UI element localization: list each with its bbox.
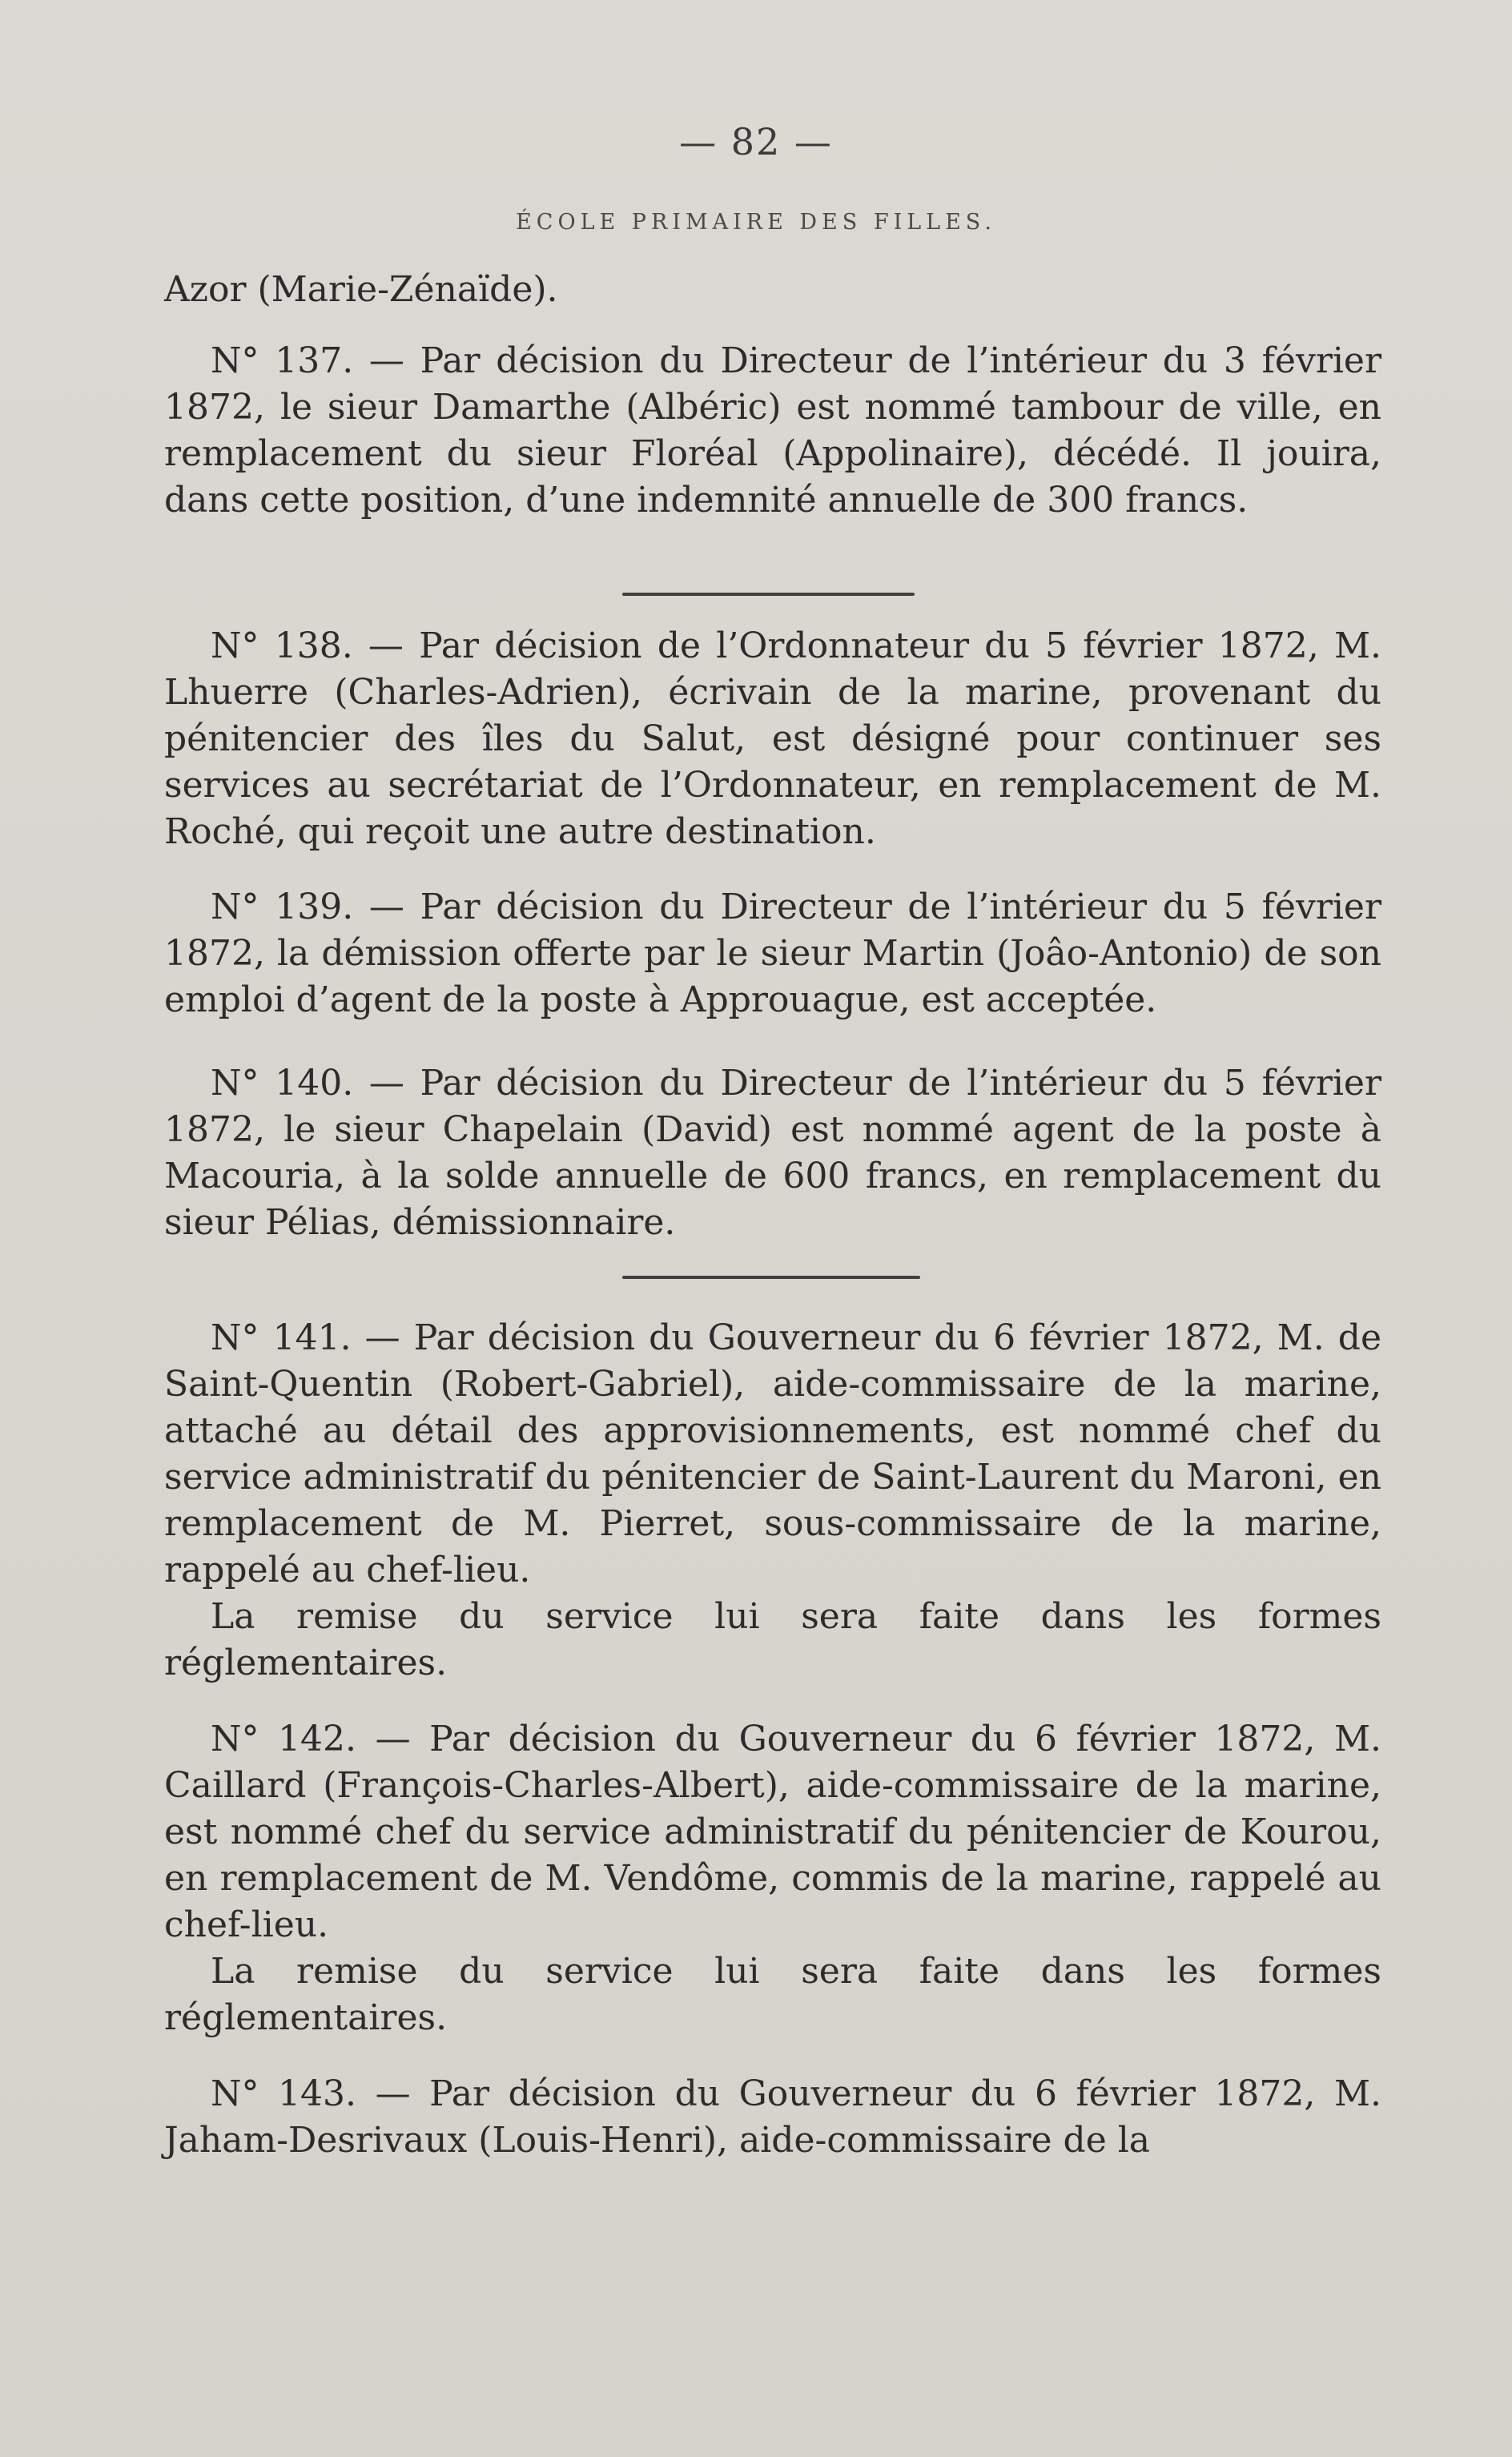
paragraph-137: N° 137. — Par décision du Directeur de l’intérieur du 3 février 1872, le sieur Damarthe (Albéric) est nommé tambour de ville, en remplacement du sieur Floréal (Appolinaire), décédé. Il jouira, dans cette position, d’une indemnité annuelle de 300 francs.: [164, 340, 1381, 521]
page-number: — 82 —: [679, 120, 833, 163]
section-divider-2: [622, 1276, 920, 1279]
text-block-142: [164, 1716, 1381, 2041]
text-block-azor: [164, 267, 1381, 313]
paragraph-142: N° 142. — Par décision du Gouverneur du 6 février 1872, M. Caillard (François-Charles-Albert), aide-commissaire de la marine, est nommé chef du service administratif du pénitencier de Kourou, en remplacement de M. Vendôme, commis de la marine, rappelé au chef-lieu.: [164, 1719, 1381, 1945]
text-block-138: [164, 623, 1381, 855]
section-divider-1: [622, 593, 915, 596]
paragraph-142-remise: La remise du service lui sera faite dans les formes réglementaires.: [164, 1951, 1381, 2038]
text-block-140: [164, 1060, 1381, 1246]
paragraph-138: N° 138. — Par décision de l’Ordonnateur du 5 février 1872, M. Lhuerre (Charles-Adrien), écrivain de la marine, provenant du pénitencier des îles du Salut, est désigné pour continuer ses services au secrétariat de l’Ordonnateur, en remplacement de M. Roché, qui reçoit une autre destination.: [164, 625, 1381, 852]
text-block-141: [164, 1315, 1381, 1687]
paragraph-141: N° 141. — Par décision du Gouverneur du 6 février 1872, M. de Saint-Quentin (Robert-Gabriel), aide-commissaire de la marine, attaché au détail des approvisionnements, est nommé chef du service administratif du pénitencier de Saint-Laurent du Maroni, en remplacement de M. Pierret, sous-commissaire de la marine, rappelé au chef-lieu.: [164, 1317, 1381, 1590]
paragraph-139: N° 139. — Par décision du Directeur de l’intérieur du 5 février 1872, la démission offerte par le sieur Martin (Joâo-Antonio) de son emploi d’agent de la poste à Approuague, est acceptée.: [164, 887, 1381, 1020]
paragraph-143: N° 143. — Par décision du Gouverneur du 6 février 1872, M. Jaham-Desrivaux (Louis-Henri), aide-commissaire de la: [164, 2073, 1381, 2161]
paragraph-azor: Azor (Marie-Zénaïde).: [164, 269, 558, 310]
text-block-139: [164, 884, 1381, 1023]
paragraph-141-remise: La remise du service lui sera faite dans les formes réglementaires.: [164, 1596, 1381, 1683]
paragraph-140: N° 140. — Par décision du Directeur de l’intérieur du 5 février 1872, le sieur Chapelain (David) est nommé agent de la poste à Macouria, à la solde annuelle de 600 francs, en remplacement du sieur Pélias, démissionnaire.: [164, 1063, 1381, 1243]
text-block-137: [164, 338, 1381, 524]
text-block-143: [164, 2071, 1381, 2164]
section-heading: ÉCOLE PRIMAIRE DES FILLES.: [516, 210, 996, 235]
